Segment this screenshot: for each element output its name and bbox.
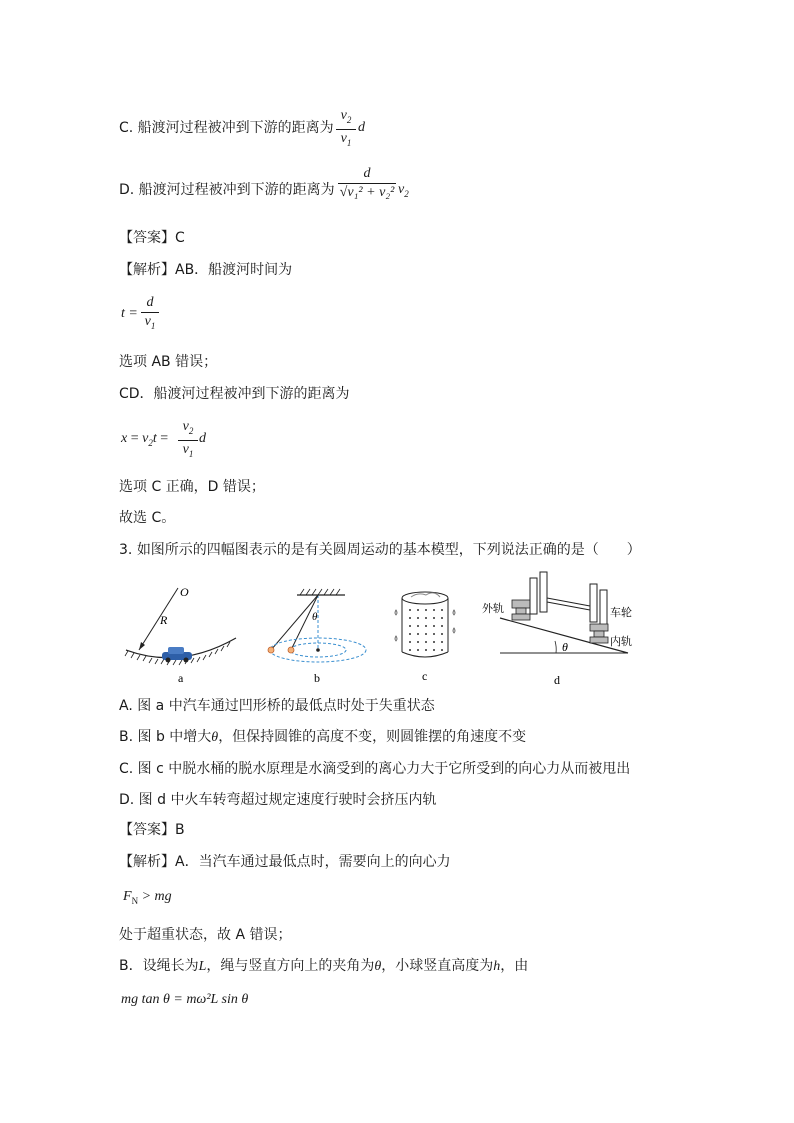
figure-d <box>482 572 632 687</box>
option-b-q3: B. 图 b 中增大θ，但保持圆锥的高度不变，则圆锥摆的角速度不变 <box>119 729 527 745</box>
line-ab-wrong: 选项 AB 错误； <box>119 354 218 370</box>
figure-d-label: d <box>554 673 560 687</box>
analysis-text-2: A．当汽车通过最低点时，需要向上的向心力 <box>175 854 451 870</box>
car-icon <box>162 647 192 663</box>
label-theta-b: θ <box>312 611 318 623</box>
option-d-text: D. 船渡河过程被冲到下游的距离为 <box>119 182 335 198</box>
label-wheel: 车轮 <box>610 607 632 619</box>
label-O: O <box>180 585 189 599</box>
figure-c-label: c <box>422 669 428 683</box>
line-c-correct: 选项 C 正确，D 错误； <box>119 479 265 495</box>
circular-motion-figures <box>0 570 794 690</box>
line-choose: 故选 C。 <box>119 510 176 526</box>
option-d-fraction: d √v₁² + v₂² <box>339 166 395 200</box>
label-theta-d: θ <box>562 640 568 654</box>
analysis-1 <box>119 261 292 279</box>
label-R: R <box>160 613 168 627</box>
equation-tension: mg tan θ = mω²L sin θ <box>121 992 249 1007</box>
analysis-label: 【解析】 <box>119 262 175 278</box>
line-cd: CD．船渡河过程被冲到下游的距离为 <box>119 386 350 402</box>
label-inner-rail: 内轨 <box>610 636 632 648</box>
option-c-d: d <box>358 120 365 135</box>
equation-distance-fraction: $v_2$ $v_1$ <box>178 419 198 462</box>
analysis-label-2: 【解析】 <box>119 854 175 870</box>
option-d-v2: $v_2$ <box>398 182 409 199</box>
figure-a-label: a <box>178 671 184 685</box>
option-c-text: C. 船渡河过程被冲到下游的距离为 <box>119 120 334 136</box>
equation-distance-d: d <box>199 431 206 446</box>
option-d-q3: D. 图 d 中火车转弯超过规定速度行驶时会挤压内轨 <box>119 792 437 808</box>
figure-b <box>268 589 366 685</box>
option-a-q3: A. 图 a 中汽车通过凹形桥的最低点时处于失重状态 <box>119 698 435 714</box>
label-outer-rail: 外轨 <box>482 603 504 615</box>
option-c-q3: C. 图 c 中脱水桶的脱水原理是水滴受到的离心力大于它所受到的向心力从而被甩出 <box>119 761 631 777</box>
line-b-analysis: B．设绳长为L，绳与竖直方向上的夹角为θ，小球竖直高度为h，由 <box>119 958 529 974</box>
option-c <box>119 119 334 137</box>
answer-label: 【答案】 <box>119 230 175 246</box>
option-d <box>119 181 335 199</box>
equation-time-fraction: d $v_1$ <box>141 295 159 334</box>
answer-2 <box>119 821 185 839</box>
option-c-fraction: $v_2$ $v_1$ <box>336 108 356 151</box>
figure-b-label: b <box>314 671 320 685</box>
answer-value: C <box>175 230 185 246</box>
equation-distance: $x = v_2t$ = <box>121 431 169 448</box>
figure-a <box>125 585 236 685</box>
question-text: 如图所示的四幅图表示的是有关圆周运动的基本模型，下列说法正确的是（ ） <box>136 542 641 558</box>
answer-1 <box>119 229 185 247</box>
analysis-text: AB．船渡河时间为 <box>175 262 293 278</box>
equation-time: t = <box>121 306 138 321</box>
question-number: 3. <box>119 542 133 558</box>
answer-value-2: B <box>175 822 185 838</box>
question-3 <box>119 541 641 559</box>
line-overweight: 处于超重状态，故 A 错误； <box>119 927 292 943</box>
figure-c <box>395 592 455 683</box>
answer-label-2: 【答案】 <box>119 822 175 838</box>
analysis-2 <box>119 853 451 871</box>
equation-normal-force: $F_N$ > mg <box>123 889 172 906</box>
